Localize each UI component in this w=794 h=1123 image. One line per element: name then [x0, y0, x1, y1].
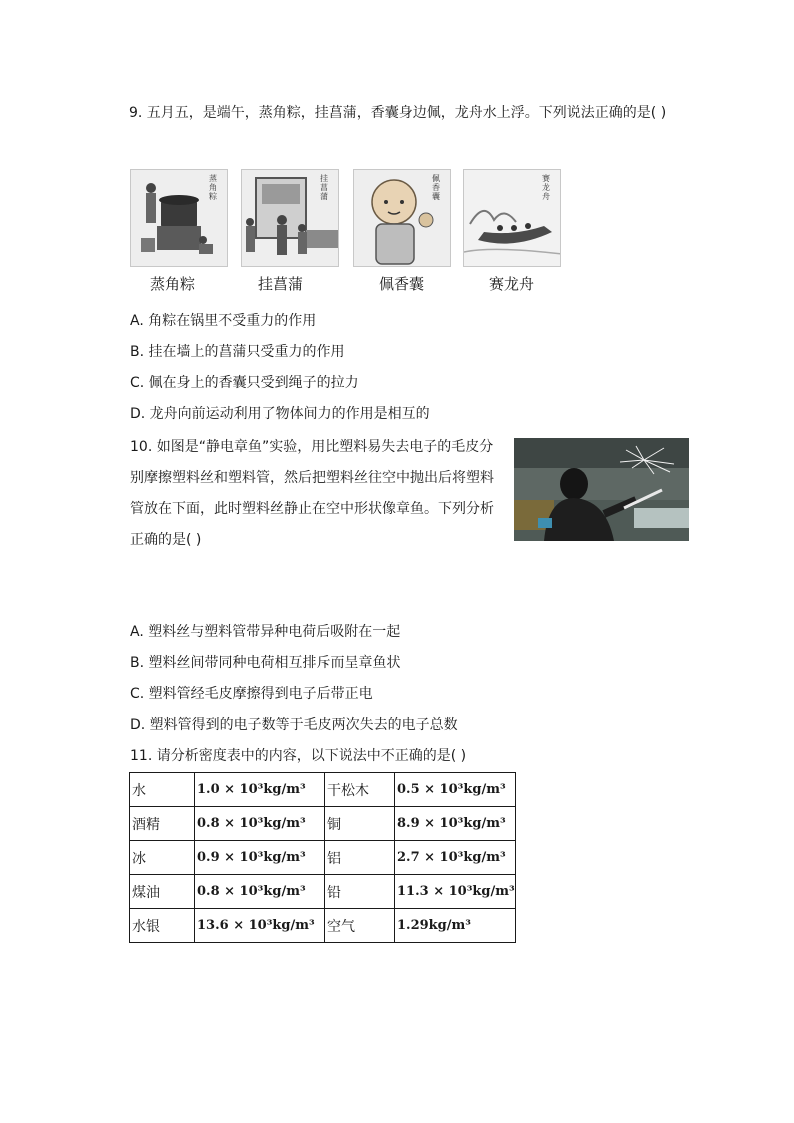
- question-10-option-b: B. 塑料丝间带同种电荷相互排斥而呈章鱼状: [130, 655, 401, 671]
- density-cell: 0.5 × 10³kg/m³: [395, 773, 516, 807]
- density-cell: 8.9 × 10³kg/m³: [395, 807, 516, 841]
- question-10-option-a: A. 塑料丝与塑料管带异种电荷后吸附在一起: [130, 624, 401, 640]
- substance-cell: 煤油: [130, 875, 195, 909]
- substance-cell: 铝: [325, 841, 395, 875]
- density-cell: 13.6 × 10³kg/m³: [195, 909, 325, 943]
- question-10-option-c: C. 塑料管经毛皮摩擦得到电子后带正电: [130, 686, 373, 702]
- substance-cell: 水: [130, 773, 195, 807]
- density-cell: 0.8 × 10³kg/m³: [195, 807, 325, 841]
- substance-cell: 酒精: [130, 807, 195, 841]
- density-cell: 1.29kg/m³: [395, 909, 516, 943]
- caption-dragon-boat: 赛龙舟: [489, 275, 535, 293]
- question-9-option-a: A. 角粽在锅里不受重力的作用: [130, 313, 317, 329]
- picture-tag: 佩香囊: [432, 174, 440, 201]
- substance-cell: 空气: [325, 909, 395, 943]
- caption-hanging-calamus: 挂菖蒲: [258, 275, 304, 293]
- table-row: [130, 773, 516, 807]
- substance-cell: 铅: [325, 875, 395, 909]
- caption-steaming-zongzi: 蒸角粽: [150, 275, 196, 293]
- table-row: [130, 807, 516, 841]
- density-cell: 11.3 × 10³kg/m³: [395, 875, 516, 909]
- density-cell: 2.7 × 10³kg/m³: [395, 841, 516, 875]
- picture-tag: 赛龙舟: [542, 174, 550, 201]
- question-10-option-d: D. 塑料管得到的电子数等于毛皮两次失去的电子总数: [130, 717, 458, 733]
- table-row: [130, 875, 516, 909]
- caption-wearing-sachet: 佩香囊: [379, 275, 425, 293]
- density-table: [129, 772, 516, 943]
- density-cell: 1.0 × 10³kg/m³: [195, 773, 325, 807]
- table-row: [130, 909, 516, 943]
- question-9-option-c: C. 佩在身上的香囊只受到绳子的拉力: [130, 375, 359, 391]
- table-row: [130, 841, 516, 875]
- question-11-stem: 11. 请分析密度表中的内容，以下说法中不正确的是( ): [130, 748, 467, 764]
- picture-tag: 挂菖蒲: [320, 174, 328, 201]
- density-cell: 0.9 × 10³kg/m³: [195, 841, 325, 875]
- question-9-option-b: B. 挂在墙上的菖蒲只受重力的作用: [130, 344, 345, 360]
- photo-electrostatic-octopus: [514, 438, 689, 541]
- picture-tag: 蒸角粽: [209, 174, 217, 201]
- question-9-option-d: D. 龙舟向前运动利用了物体间力的作用是相互的: [130, 406, 430, 422]
- picture-dragon-boat: [463, 169, 561, 267]
- question-10-stem: 10. 如图是“静电章鱼”实验，用比塑料易失去电子的毛皮分别摩擦塑料丝和塑料管，然后把塑料丝往空中抛出后将塑料管放在下面，此时塑料丝静止在空中形状像章鱼。下列分析正确的是( ): [130, 439, 494, 548]
- substance-cell: 冰: [130, 841, 195, 875]
- substance-cell: 水银: [130, 909, 195, 943]
- density-cell: 0.8 × 10³kg/m³: [195, 875, 325, 909]
- picture-wearing-sachet: [353, 169, 451, 267]
- substance-cell: 铜: [325, 807, 395, 841]
- substance-cell: 干松木: [325, 773, 395, 807]
- question-9-stem: 9. 五月五，是端午，蒸角粽，挂菖蒲，香囊身边佩，龙舟水上浮。下列说法正确的是( ): [129, 105, 667, 121]
- picture-hanging-calamus: [241, 169, 339, 267]
- picture-steaming-zongzi: [130, 169, 228, 267]
